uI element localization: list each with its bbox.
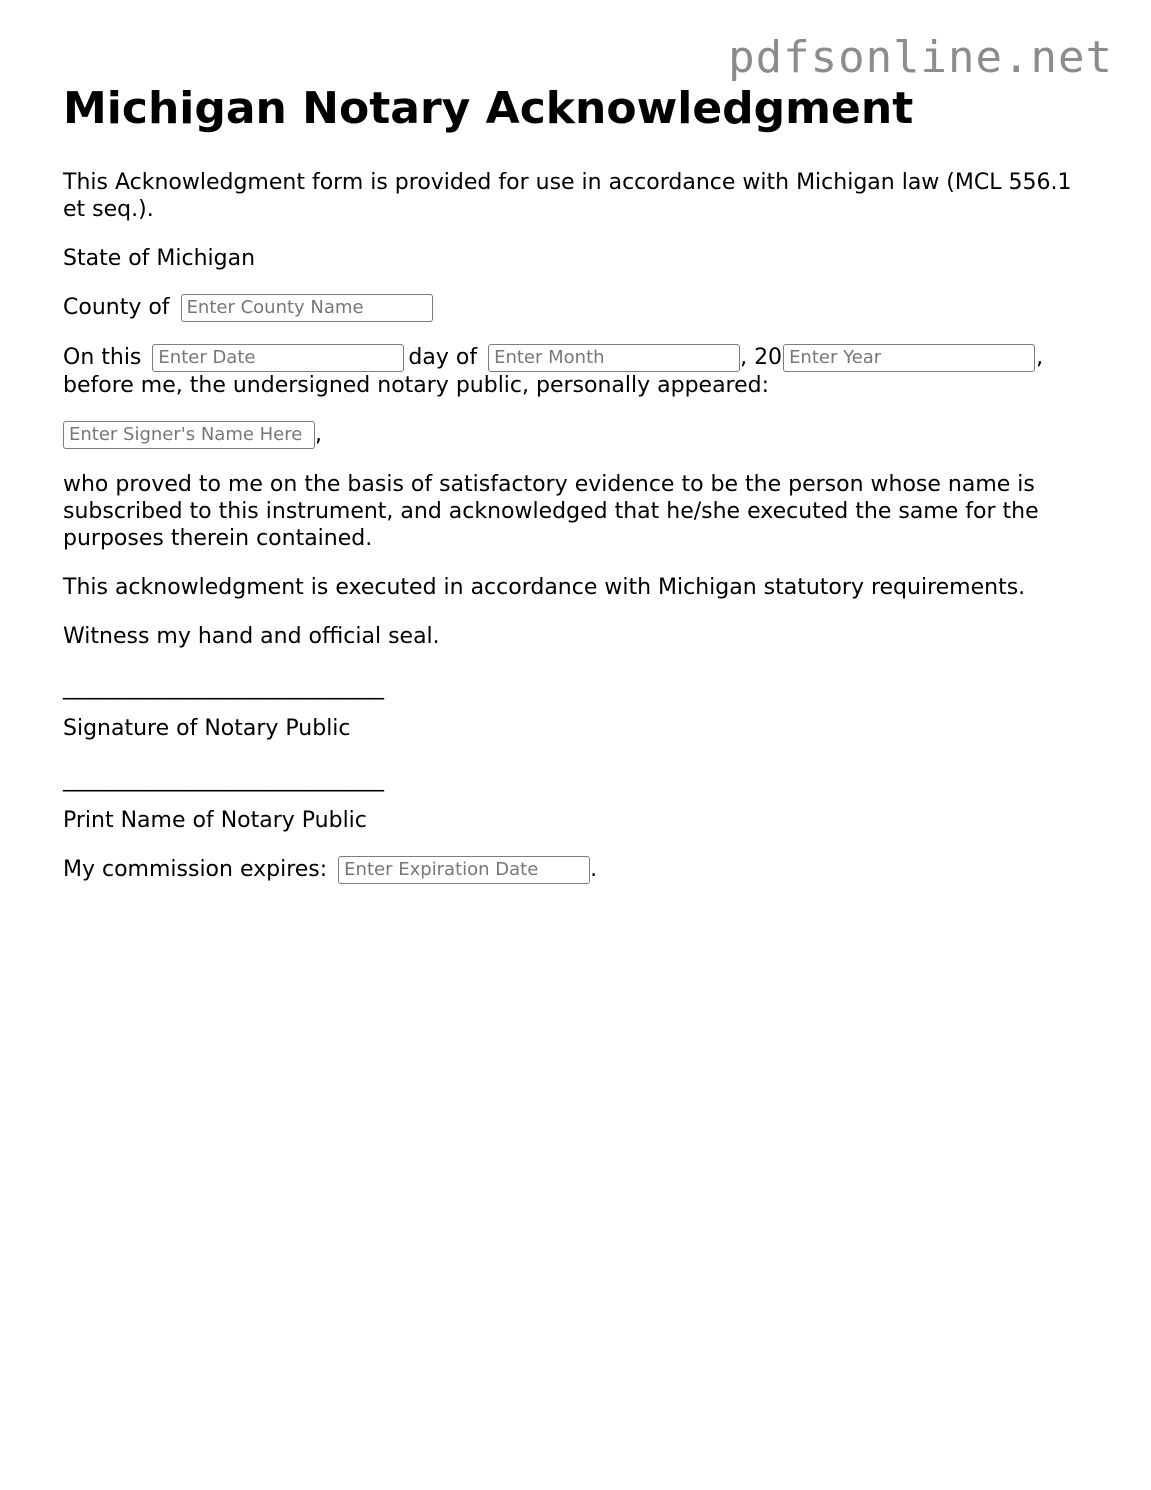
- county-name-input[interactable]: [181, 294, 433, 322]
- date-middle: day of: [408, 344, 478, 370]
- month-input[interactable]: [488, 344, 740, 372]
- date-input[interactable]: [152, 344, 404, 372]
- state-line: State of Michigan: [63, 245, 256, 271]
- county-label: County of: [63, 294, 170, 320]
- date-prefix: On this: [63, 344, 142, 370]
- commission-label: My commission expires:: [63, 856, 328, 882]
- year-prefix: , 20: [740, 344, 783, 370]
- document-page: [63, 84, 1073, 906]
- signer-name-input[interactable]: [63, 421, 315, 449]
- county-row: [63, 294, 1073, 322]
- signature-label: Signature of Notary Public: [63, 715, 351, 741]
- date-row: [63, 344, 1073, 399]
- print-name-label: Print Name of Notary Public: [63, 807, 367, 833]
- witness-paragraph: Witness my hand and official seal.: [63, 623, 440, 649]
- expiration-date-input[interactable]: [338, 856, 590, 884]
- signer-row: [63, 421, 1073, 449]
- intro-paragraph: This Acknowledgment form is provided for use in accordance with Michigan law (MCL 556.1 et seq.).: [63, 169, 1072, 222]
- date-suffix: ,: [1036, 344, 1044, 370]
- statutory-paragraph: This acknowledgment is executed in accordance with Michigan statutory requirements.: [63, 574, 1026, 600]
- page-title: Michigan Notary Acknowledgment: [63, 83, 914, 134]
- commission-row: [63, 856, 1073, 884]
- signature-line: ________________________________: [63, 674, 383, 700]
- year-input[interactable]: [783, 344, 1035, 372]
- commission-suffix: .: [590, 856, 598, 882]
- watermark: pdfsonline.net: [728, 32, 1113, 83]
- signer-suffix: ,: [315, 421, 322, 447]
- evidence-paragraph: who proved to me on the basis of satisfactory evidence to be the person whose name is subscribed to this instrument, and acknowledged that he/she executed the same for the purposes therein contained.: [63, 471, 1039, 551]
- print-name-line: ________________________________: [63, 766, 383, 792]
- date-continuation: before me, the undersigned notary public, personally appeared:: [63, 372, 770, 398]
